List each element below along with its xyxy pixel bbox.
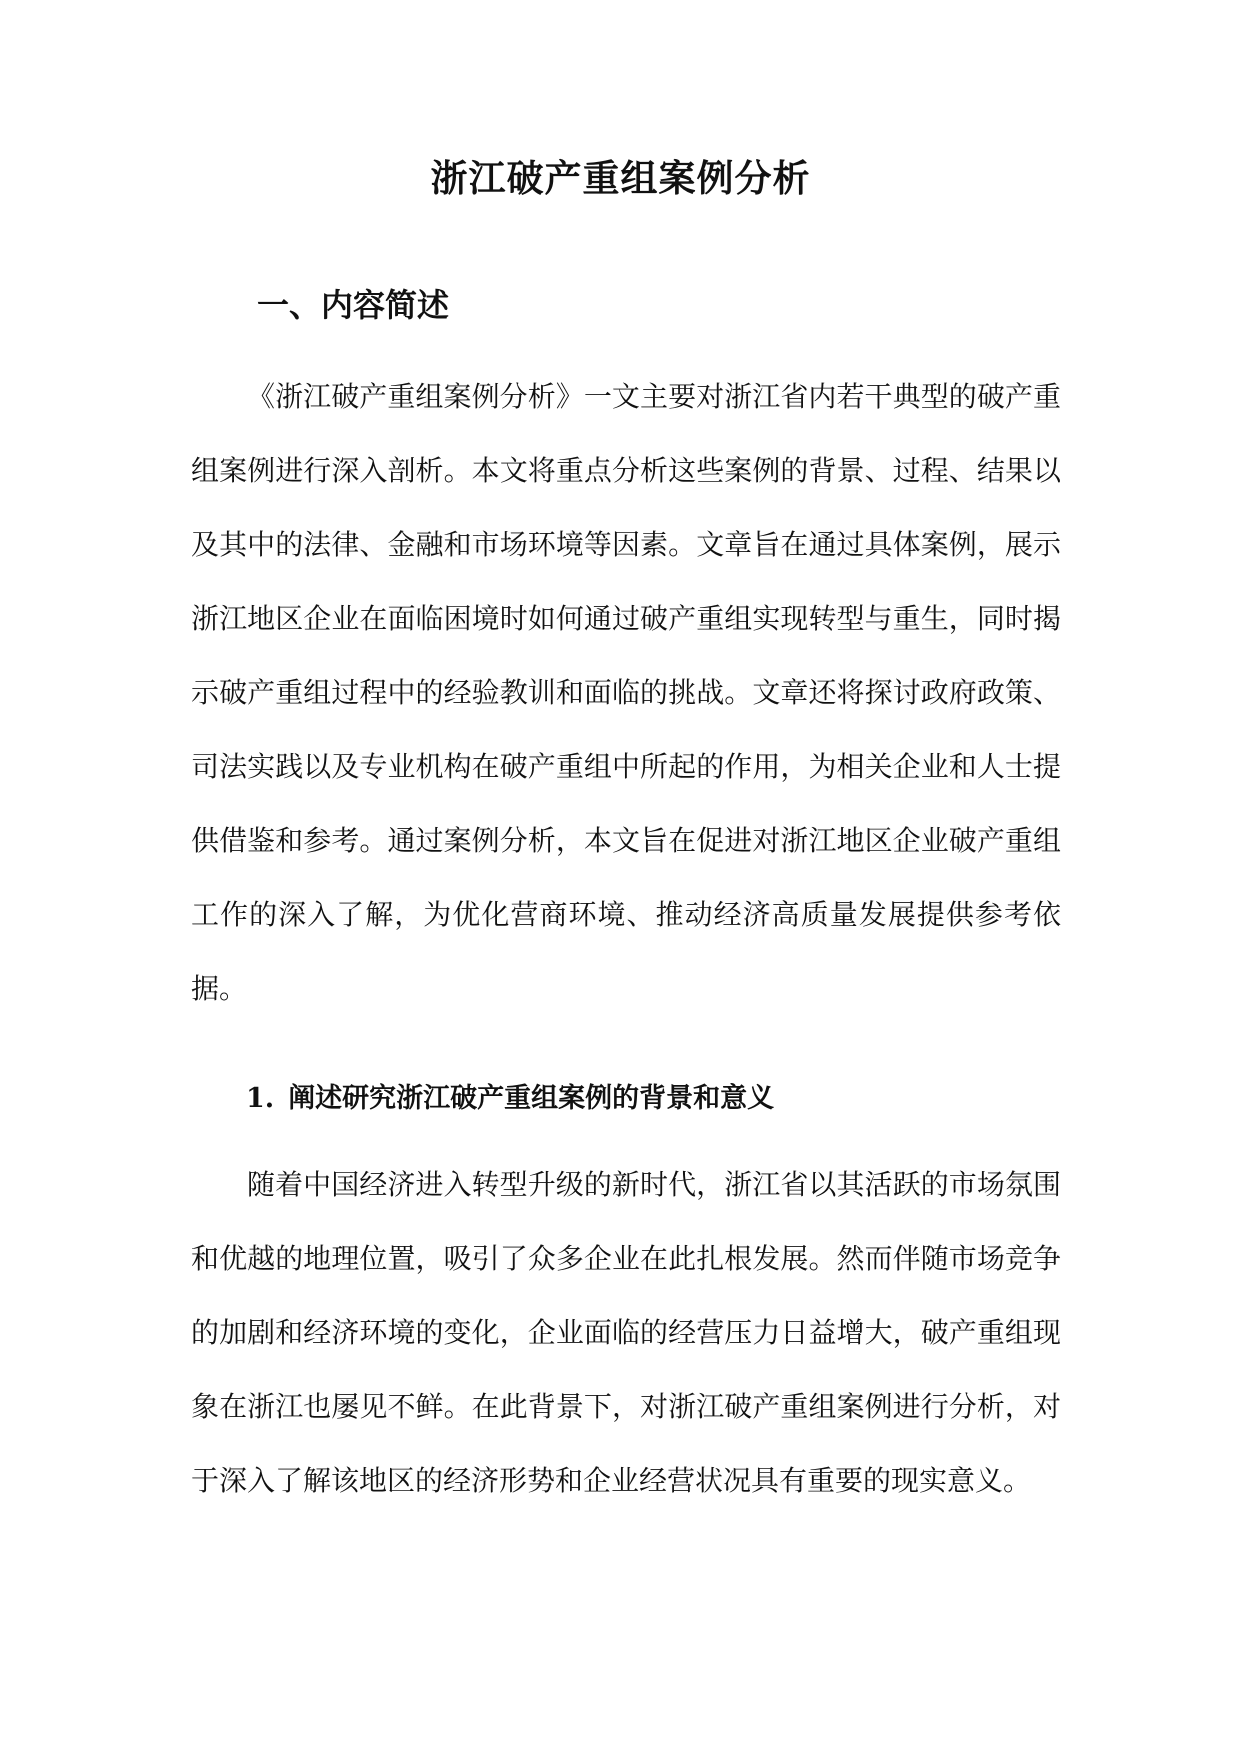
document-title: 浙江破产重组案例分析 <box>430 156 811 200</box>
background-paragraph: 随着中国经济进入转型升级的新时代，浙江省以其活跃的市场氛围和优越的地理位置，吸引了众多企业在此扎根发展。然而伴随市场竞争的加剧和经济环境的变化，企业面临的经营压力日益增大，破产重组现象在浙江也屡见不鲜。在此背景下，对浙江破产重组案例进行分析，对于深入了解该地区的经济形势和企业经营状况具有重要的现实意义。 <box>191 1168 1061 1497</box>
section-heading-overview: 一、内容简述 <box>257 286 450 324</box>
overview-paragraph: 《浙江破产重组案例分析》一文主要对浙江省内若干典型的破产重组案例进行深入剖析。本文将重点分析这些案例的背景、过程、结果以及其中的法律、金融和市场环境等因素。文章旨在通过具体案例，展示浙江地区企业在面临困境时如何通过破产重组实现转型与重生，同时揭示破产重组过程中的经验教训和面临的挑战。文章还将探讨政府政策、司法实践以及专业机构在破产重组中所起的作用，为相关企业和人士提供借鉴和参考。通过案例分析，本文旨在促进对浙江地区企业破产重组工作的深入了解，为优化营商环境、推动经济高质量发展提供参考依据。 <box>191 380 1061 1005</box>
subsection-number: 1. <box>246 1083 275 1114</box>
subsection-heading-text: 阐述研究浙江破产重组案例的背景和意义 <box>288 1083 775 1114</box>
subsection-heading-background <box>246 1077 774 1121</box>
